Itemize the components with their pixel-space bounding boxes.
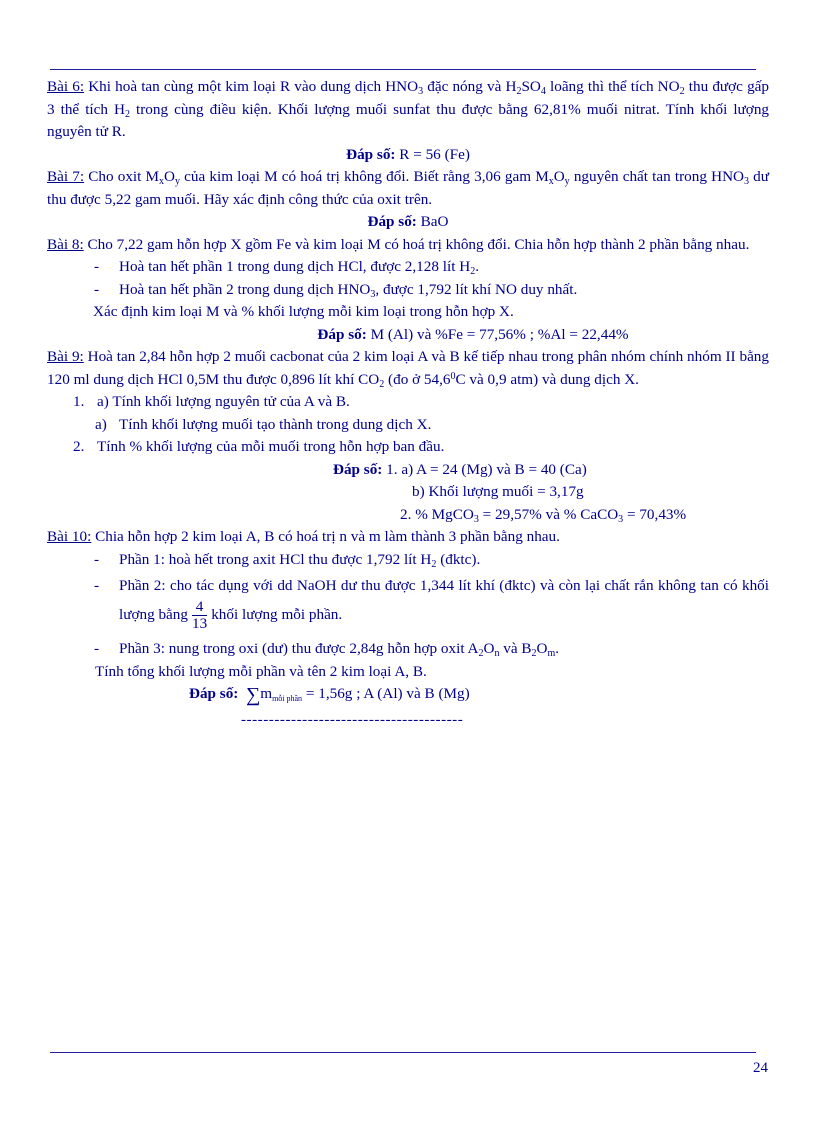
separator-line: ----------------------------------------	[241, 710, 464, 728]
bai10-part-2: - Phần 2: cho tác dụng với dd NaOH dư thu được 1,344 lít khí (đktc) và còn lại chất rắn không tan có khối lượng bằng $\frac{4}{13}$ khối lượng mỗi phần.	[94, 577, 769, 632]
bai10-text: Bài 10: Chia hỗn hợp 2 kim loại A, B có hoá trị n và m làm thành 3 phần bằng nhau.	[47, 528, 560, 545]
bai6-label: Bài 6:	[47, 78, 85, 95]
bai6-answer: Đáp số: R = 56 (Fe)	[346, 145, 470, 163]
bai9-answer-1: Đáp số: 1. a) A = 24 (Mg) và B = 40 (Ca)	[333, 460, 587, 478]
fraction-4-13: $\frac{4}{13}$	[192, 598, 208, 632]
document-body	[47, 76, 769, 731]
bai8-answer: Đáp số: M (Al) và %Fe = 77,56% ; %Al = 22,44%	[317, 325, 629, 343]
bai10-question: Tính tổng khối lượng mỗi phần và tên 2 kim loại A, B.	[95, 662, 427, 680]
bai9-q1b: a) Tính khối lượng muối tạo thành trong dung dịch X.	[95, 415, 432, 433]
footer-rule	[50, 1052, 756, 1053]
bai10-answer: Đáp số: $\sum m_{mỗi phần} = 1,56g$ ; A (Al) và B (Mg)	[189, 684, 470, 706]
bai6-text: Bài 6: Khi hoà tan cùng một kim loại R vào dung dịch $HNO_3$ đặc nóng và $H_2SO_4$ loãng thì thể tích $NO_2$ thu được gấp 3 thể tích $H_2$ trong cùng điều kiện. Khối lượng muối sunfat thu được bằng 62,81% muối nitrat. Tính khối lượng nguyên tử R.	[47, 78, 770, 140]
bai9-q1: 1. a) Tính khối lượng nguyên tử của A và B.	[73, 393, 350, 410]
bai10-part-1: - Phần 1: hoà hết trong axit HCl thu được 1,792 lít $H_2$ (đktc).	[94, 550, 481, 570]
bai7-text: Bài 7: Cho oxit $M_xO_y$ của kim loại M có hoá trị không đổi. Biết rằng 3,06 gam $M_xO_y$ nguyên chất tan trong $HNO_3$ dư thu được 5,22 gam muối. Hãy xác định công thức của oxit trên.	[47, 168, 770, 208]
bai9-answer-2: b) Khối lượng muối = 3,17g	[412, 483, 584, 500]
bai8-item-2: - Hoà tan hết phần 2 trong dung dịch $HNO_3$, được 1,792 lít khí NO duy nhất.	[94, 280, 578, 300]
bai9-answer-3: 2. % MgCO$_3$ = 29,57% và % CaCO$_3$ = 70,43%	[400, 505, 687, 525]
page-number: 24	[753, 1060, 768, 1076]
bai9-label: Bài 9:	[47, 348, 84, 365]
header-rule	[50, 69, 756, 70]
bai8-label: Bài 8:	[47, 235, 84, 253]
bai9-q2: 2. Tính % khối lượng của mỗi muối trong hỗn hợp ban đầu.	[73, 438, 445, 455]
bai9-text: Bài 9: Hoà tan 2,84 hỗn hợp 2 muối cacbonat của 2 kim loại A và B kế tiếp nhau trong phân nhóm chính nhóm II bằng 120 ml dung dịch HCl 0,5M thu được 0,896 lít khí $CO_2$ (đo ở 54,6$^0$C và 0,9 atm) và dung dịch X.	[47, 348, 769, 390]
bai8-question: Xác định kim loại M và % khối lượng mỗi kim loại trong hỗn hợp X.	[93, 303, 514, 320]
bai10-label: Bài 10:	[47, 528, 92, 545]
bai7-label: Bài 7:	[47, 168, 85, 185]
bai7-answer: Đáp số: BaO	[367, 213, 449, 230]
bai10-part-3: - Phần 3: nung trong oxi (dư) thu được 2,84g hỗn hợp oxit $A_2O_n$ và $B_2O_m$.	[94, 640, 560, 659]
bai8-text: Bài 8: Cho 7,22 gam hỗn hợp X gồm Fe và kim loại M có hoá trị không đổi. Chia hỗn hợp thành 2 phần bằng nhau.	[47, 235, 750, 253]
bai8-item-1: - Hoà tan hết phần 1 trong dung dịch HCl, được 2,128 lít $H_2$.	[94, 258, 479, 277]
